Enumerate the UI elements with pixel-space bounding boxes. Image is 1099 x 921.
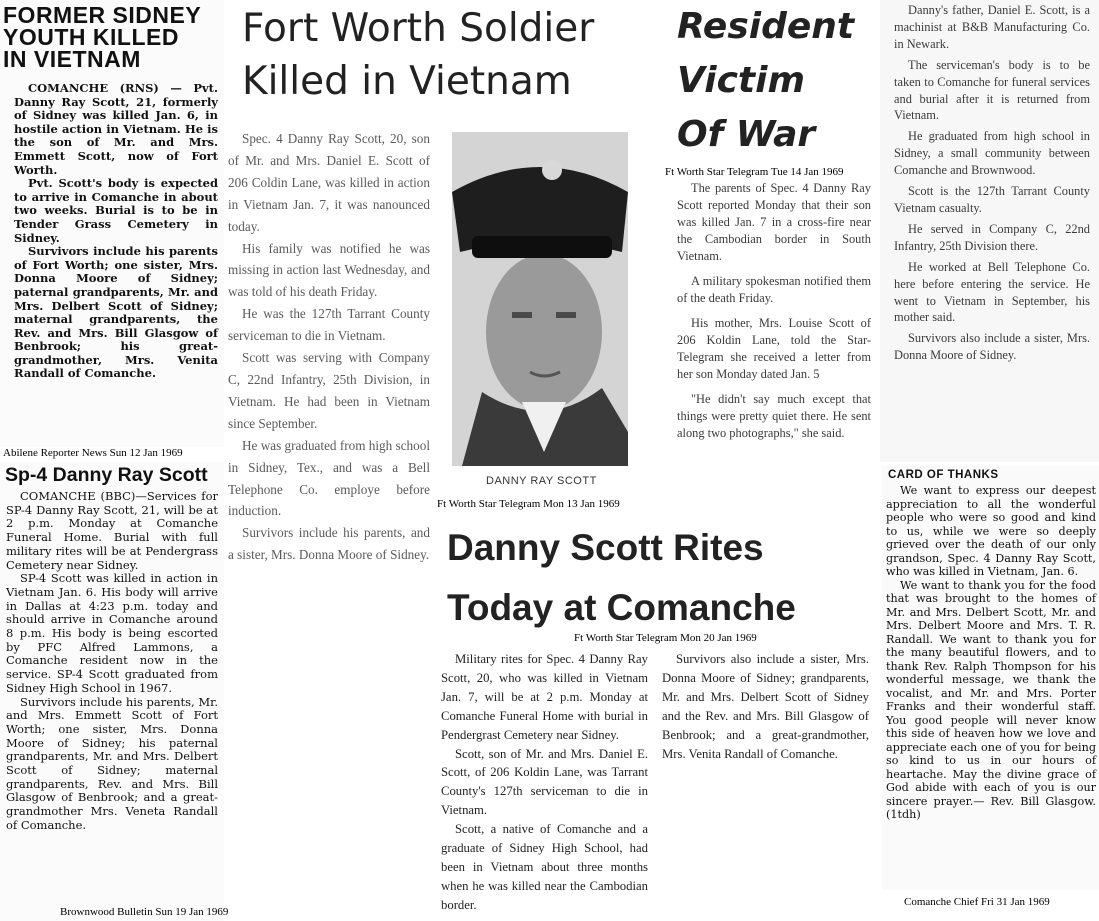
article-paragraph: His mother, Mrs. Louise Scott of 206 Koldin Lane, told the Star-Telegram she received a letter from her son Monday dated Jan. 5 — [677, 316, 871, 381]
headline-line: Resident — [677, 6, 855, 47]
clipping-headline — [677, 0, 873, 162]
headline-line: FORMER SIDNEY — [3, 2, 202, 28]
article-paragraph: COMANCHE (BBC)—Services for SP-4 Danny Ray Scott, 21, will be at 2 p.m. Monday at Comanche Funeral Home. Burial with full military rites will be at Pendergrass Cemetery near Sidney. — [6, 489, 218, 572]
article-paragraph: Survivors include his parents, and a sister, Mrs. Donna Moore of Sidney. — [228, 525, 430, 563]
article-paragraph: A military spokesman notified them of the death Friday. — [677, 274, 871, 305]
headline-line: IN VIETNAM — [3, 46, 141, 72]
article-paragraph: Scott, son of Mr. and Mrs. Daniel E. Scott, of 206 Koldin Lane, was Tarrant County's 127th serviceman to die in Vietnam. — [441, 746, 648, 818]
clipping-continuation — [880, 0, 1099, 462]
article-paragraph: Scott, a native of Comanche and a graduate of Sidney High School, had been in Vietnam about three months when he was killed near the Cambodian border. — [441, 822, 648, 912]
clipping-card-of-thanks — [882, 466, 1099, 890]
headline-line: Danny Scott Rites — [447, 527, 764, 568]
clipping-abilene-reporter — [0, 0, 224, 447]
article-paragraph: He was graduated from high school in Sidney, Tex., and was a Bell Telephone Co. employe before induction. — [228, 437, 430, 519]
article-paragraph: His family was notified he was missing in action last Wednesday, and was told of his death Friday. — [228, 240, 430, 300]
article-body — [886, 484, 1096, 822]
article-body — [677, 180, 871, 442]
article-paragraph: Scott is the 127th Tarrant County Vietnam casualty. — [894, 184, 1090, 215]
article-paragraph: We want to thank you for the food that was brought to the homes of Mr. and Mrs. Delbert Scott, Mr. and Mrs. Delbert Moore and Mrs. T. R. Randall. We want to thank you for the many beautiful flowers, and to thank Rev. Ralph Thompson for his wonderful message, we thank the vocalist, and Mr. and Mrs. Porter Franks and their wonderful staff. You good people will never know this side of heaven how we love and appreciate each one of you for being so kind to us in our hours of heartache. May the divine grace of God abide with each of you is our sincere prayer.— Rev. Bill Glasgow. (1tdh) — [886, 578, 1096, 821]
headline-line: Today at Comanche — [447, 587, 796, 628]
portrait-photo — [452, 132, 628, 466]
source-caption: Comanche Chief Fri 31 Jan 1969 — [904, 896, 1050, 908]
article-paragraph: Survivors also include a sister, Mrs. Donna Moore of Sidney; grandparents, Mr. and Mrs. Delbert Scott of Sidney and the Rev. and Mrs. Bill Glasgow of Benbrook; and a great-grandmother, Mrs. Venita Randall of Comanche. — [662, 652, 869, 761]
clipping-headline — [447, 518, 875, 638]
clipping-headline — [3, 4, 221, 70]
article-paragraph: He was the 127th Tarrant County serviceman to die in Vietnam. — [228, 306, 430, 344]
article-paragraph: Survivors include his parents of Fort Worth; one sister, Mrs. Donna Moore of Sidney; paternal grandparents, Mr. and Mrs. Delbert Scott of Sidney; maternal grandparents, the Rev. and Mrs. Bill Glasgow of Benbrook; his great-grandmother, Mrs. Venita Randall of Comanche. — [14, 244, 218, 381]
article-paragraph: COMANCHE (RNS) — Pvt. Danny Ray Scott, 21, formerly of Sidney was killed Jan. 6, in hostile action in Vietnam. He is the son of Mr. and Mrs. Emmett Scott, now of Fort Worth. — [14, 81, 218, 177]
clipping-headline: Sp-4 Danny Ray Scott — [5, 464, 208, 486]
article-body — [228, 128, 430, 688]
article-paragraph: Spec. 4 Danny Ray Scott, 20, son of Mr. and Mrs. Daniel E. Scott of 206 Coldin Lane, was killed in action in Vietnam Jan. 7, it was nanounced today. — [228, 131, 430, 234]
clipping-resident-victim — [665, 0, 877, 492]
article-paragraph: He served in Company C, 22nd Infantry, 25th Division there. — [894, 221, 1090, 253]
article-body — [894, 2, 1090, 364]
article-paragraph: Danny's father, Daniel E. Scott, is a machinist at B&B Manufacturing Co. in Newark. — [894, 3, 1090, 51]
clipping-headline: CARD OF THANKS — [888, 469, 999, 481]
clipping-brownwood-bulletin — [0, 462, 224, 921]
article-paragraph: We want to express our deepest appreciation to all the wonderful people who were so good and kind to us, while we were so deeply grieved over the death of our only grandson, Spec. 4 Danny Ray Scott, who was killed in Vietnam, Jan. 6. — [886, 484, 1096, 578]
source-caption: Abilene Reporter News Sun 12 Jan 1969 — [3, 447, 183, 459]
article-paragraph: The parents of Spec. 4 Danny Ray Scott reported Monday that their son was killed Jan. 7 in a cross-fire near the Cambodian border in South Vietnam. — [677, 181, 871, 263]
source-caption: Brownwood Bulletin Sun 19 Jan 1969 — [60, 906, 229, 918]
article-paragraph: He graduated from high school in Sidney, a small community between Comanche and Brownwood. — [894, 129, 1090, 178]
article-paragraph: Survivors include his parents, Mr. and Mrs. Emmett Scott of Fort Worth; one sister, Mrs. Donna Moore of Sidney; his paternal grandparents, Mr. and Mrs. Delbert Scott of Sidney; maternal grandparents, Rev. and Mrs. Bill Glasgow of Benbrook; and a great-grandmother Mrs. Veneta Randall of Comanche. — [6, 694, 218, 832]
clipping-danny-scott-rites — [435, 516, 875, 921]
headline-line: Killed in Vietnam — [242, 59, 572, 104]
headline-line: Fort Worth Soldier — [242, 6, 595, 51]
article-paragraph: The serviceman's body is to be taken to Comanche for funeral services and burial after it is returned from Vietnam. — [894, 57, 1090, 123]
source-caption: Ft Worth Star Telegram Tue 14 Jan 1969 — [665, 166, 844, 178]
article-paragraph: Pvt. Scott's body is expected to arrive in Comanche in about two weeks. Burial is to be in Tender Grass Cemetery in Sidney. — [14, 176, 218, 245]
article-body — [14, 82, 218, 381]
article-paragraph: "He didn't say much except that things were pretty quiet there. He sent along two photographs," she said. — [677, 392, 871, 440]
article-paragraph: Military rites for Spec. 4 Danny Ray Scott, 20, who was killed in Vietnam Jan. 7, will be at 2 p.m. Monday at Comanche Funeral Home with burial in Pendergrast Cemetery near Sidney. — [441, 652, 648, 742]
source-caption: Ft Worth Star Telegram Mon 13 Jan 1969 — [437, 498, 620, 510]
article-paragraph: Survivors also include a sister, Mrs. Donna Moore of Sidney. — [894, 331, 1090, 363]
article-body — [6, 490, 218, 833]
headline-line: Victim — [677, 60, 805, 101]
clipping-headline — [242, 2, 652, 108]
article-body — [441, 650, 869, 918]
headline-line: Of War — [677, 114, 816, 155]
article-paragraph: Scott was serving with Company C, 22nd Infantry, 25th Division, in Vietnam. He had been in Vietnam since September. — [228, 350, 430, 431]
soldier-portrait-image — [452, 132, 628, 466]
article-paragraph: He worked at Bell Telephone Co. here before entering the service. He went to Vietnam in September, his mother said. — [894, 259, 1090, 325]
photo-caption: DANNY RAY SCOTT — [486, 475, 597, 487]
article-paragraph: SP-4 Scott was killed in action in Vietnam Jan. 6. His body will arrive in Dallas at 4:23 p.m. today and should arrive in Comanche around 8 p.m. His body is being escorted by PFC Alfred Lammons, a Comanche resident now in the service. SP-4 Scott graduated from Sidney High School in 1967. — [6, 571, 218, 695]
source-caption: Ft Worth Star Telegram Mon 20 Jan 1969 — [574, 632, 757, 644]
headline-line: YOUTH KILLED — [3, 24, 179, 50]
